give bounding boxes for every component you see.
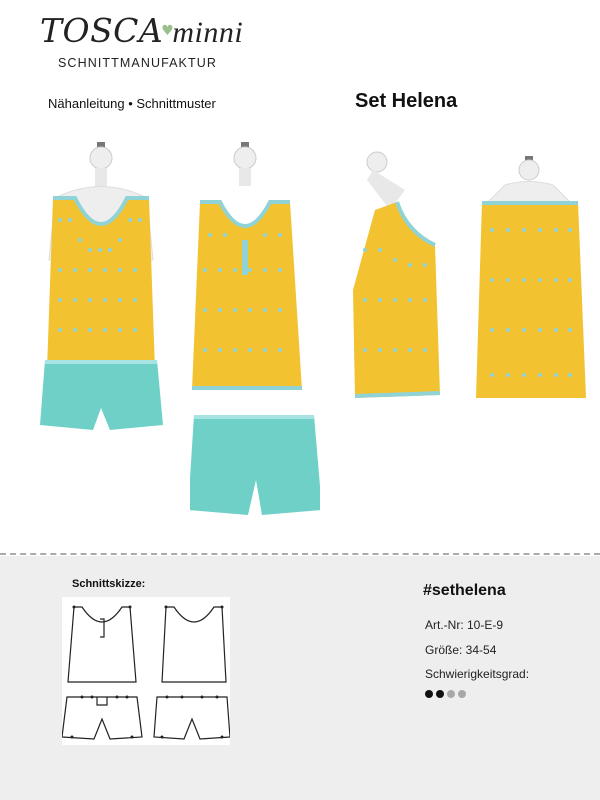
document-subtitle: Nähanleitung • Schnittmuster — [48, 96, 216, 111]
photo-front-separate — [190, 140, 320, 520]
photo-front-with-shorts — [35, 140, 170, 440]
photo-side-view — [345, 140, 450, 410]
difficulty-rating — [425, 685, 469, 703]
size-range: Größe: 34-54 — [425, 643, 497, 657]
difficulty-dot — [458, 690, 466, 698]
article-number: Art.-Nr: 10-E-9 — [425, 618, 504, 632]
difficulty-label: Schwierigkeitsgrad: — [425, 667, 530, 681]
difficulty-dot — [447, 690, 455, 698]
sketch-label: Schnittskizze: — [72, 578, 146, 590]
hashtag: #sethelena — [423, 582, 506, 599]
dashed-divider — [0, 553, 600, 555]
brand-name: TOSCA♥minni — [40, 11, 244, 50]
brand-logo — [40, 12, 250, 70]
pattern-title: Set Helena — [355, 90, 458, 112]
brand-tagline: SCHNITTMANUFAKTUR — [58, 56, 217, 70]
heart-icon: ♥ — [161, 23, 175, 39]
difficulty-dot — [436, 690, 444, 698]
photo-back-view — [470, 140, 590, 400]
difficulty-dot — [425, 690, 433, 698]
technical-sketch — [62, 597, 230, 745]
